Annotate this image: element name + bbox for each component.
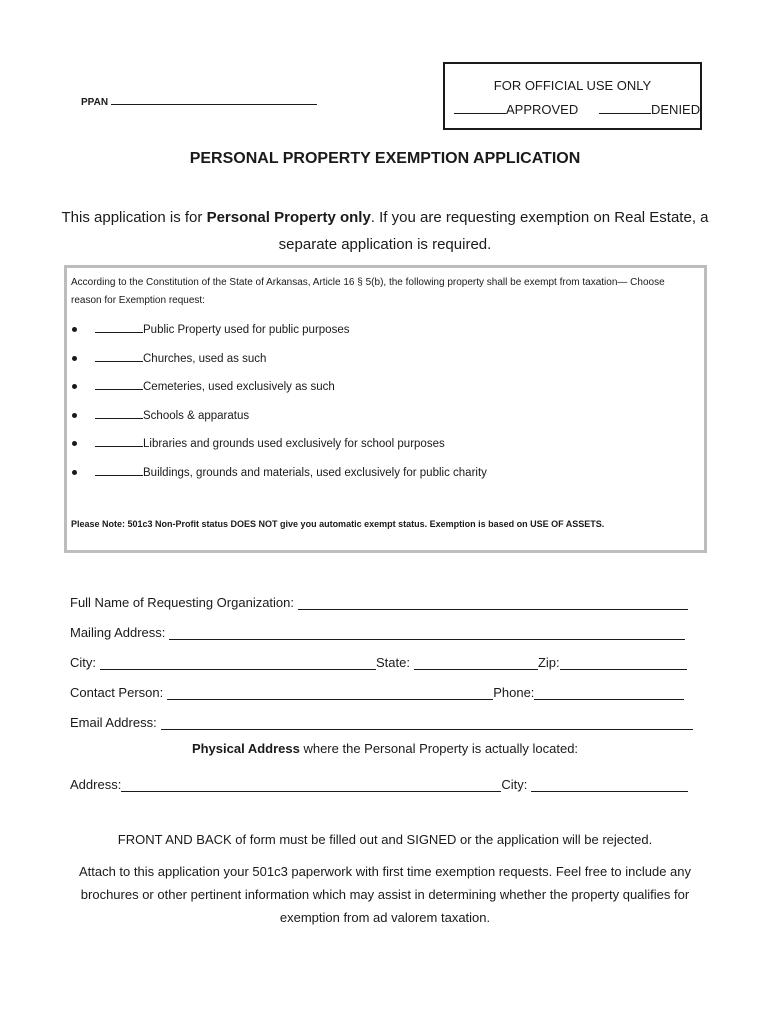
exemption-option[interactable] [67, 407, 697, 436]
org-name-input[interactable] [298, 595, 688, 610]
exemption-option[interactable] [67, 321, 697, 350]
page-title: PERSONAL PROPERTY EXEMPTION APPLICATION [189, 150, 581, 167]
exemption-option[interactable] [67, 435, 697, 464]
intro-bold: Personal Property only [206, 209, 371, 226]
zip-input[interactable] [560, 655, 687, 670]
bullet-icon [72, 356, 77, 361]
phone-input[interactable] [534, 685, 684, 700]
city-label: City: [70, 655, 96, 670]
exemption-option[interactable] [67, 350, 697, 379]
option-label: Buildings, grounds and materials, used exclusively for public charity [143, 466, 487, 479]
footer-instructions: Attach to this application your 501c3 paperwork with first time exemption requests. Feel free to include any brochures or other pertinent information which may assist in determining whether the property qualifies for exemption from ad valorem taxation. [78, 864, 692, 925]
exemption-intro: According to the Constitution of the State of Arkansas, Article 16 § 5(b), the following property shall be exempt from taxation— Choose reason for Exemption request: [71, 277, 665, 306]
city-input[interactable] [100, 655, 376, 670]
ppan-label: PPAN [81, 97, 109, 108]
option-label: Cemeteries, used exclusively as such [143, 381, 335, 393]
state-label: State: [376, 655, 410, 670]
exemption-options [67, 321, 697, 492]
zip-label: Zip: [537, 655, 560, 670]
option-check-blank[interactable] [95, 435, 143, 447]
denied-field[interactable] [599, 102, 700, 117]
address-city-input[interactable] [531, 777, 688, 792]
option-label: Schools & apparatus [143, 409, 250, 422]
phone-label: Phone: [493, 685, 535, 700]
exemption-option[interactable] [67, 378, 697, 407]
official-use-box [443, 62, 702, 130]
exemption-note: Please Note: 501c3 Non-Profit status DOES NOT give you automatic exempt status. Exemption is based on USE OF ASSETS. [71, 519, 605, 529]
state-input[interactable] [414, 655, 538, 670]
option-check-blank[interactable] [95, 378, 143, 390]
footer-warning: FRONT AND BACK of form must be filled out and SIGNED or the application will be rejected. [117, 832, 653, 847]
approved-field[interactable] [454, 102, 578, 117]
official-use-title: FOR OFFICIAL USE ONLY [493, 78, 652, 93]
bullet-icon [72, 327, 77, 332]
bullet-icon [72, 413, 77, 418]
address-label: Address: [70, 777, 122, 792]
option-label: Churches, used as such [143, 352, 267, 365]
intro-text-2: . If you are requesting exemption on Real Estate, a separate application is required. [278, 209, 709, 253]
org-name-row [70, 590, 700, 610]
email-label: Email Address: [70, 715, 157, 730]
ppan-field[interactable] [81, 95, 317, 108]
exemption-option[interactable] [67, 464, 697, 493]
exemption-box [64, 265, 707, 553]
denied-label: DENIED [651, 102, 701, 117]
email-input[interactable] [161, 715, 693, 730]
intro-text-1: This application is for [61, 209, 207, 226]
address-city-label: City: [501, 777, 528, 792]
bullet-icon [72, 384, 77, 389]
contact-label: Contact Person: [70, 685, 164, 700]
option-label: Libraries and grounds used exclusively for school purposes [143, 438, 445, 450]
intro-paragraph [60, 204, 710, 258]
mailing-row [70, 620, 700, 640]
org-name-label: Full Name of Requesting Organization: [70, 595, 295, 610]
physical-address-text: where the Personal Property is actually located: [299, 741, 579, 756]
option-check-blank[interactable] [95, 350, 143, 362]
approved-label: APPROVED [506, 102, 579, 117]
option-check-blank[interactable] [95, 407, 143, 419]
approved-blank[interactable] [454, 102, 506, 114]
physical-address-heading [0, 741, 770, 756]
mailing-input[interactable] [169, 625, 685, 640]
contact-phone-row [70, 680, 700, 700]
city-state-zip-row [70, 650, 700, 670]
ppan-blank[interactable] [111, 95, 317, 105]
address-city-row [70, 772, 700, 792]
option-check-blank[interactable] [95, 321, 143, 333]
denied-blank[interactable] [599, 102, 651, 114]
bullet-icon [72, 470, 77, 475]
mailing-label: Mailing Address: [70, 625, 166, 640]
option-label: Public Property used for public purposes [143, 324, 350, 336]
bullet-icon [72, 441, 77, 446]
contact-input[interactable] [167, 685, 493, 700]
address-input[interactable] [121, 777, 501, 792]
physical-address-bold: Physical Address [191, 741, 300, 756]
email-row [70, 710, 700, 730]
option-check-blank[interactable] [95, 464, 143, 476]
